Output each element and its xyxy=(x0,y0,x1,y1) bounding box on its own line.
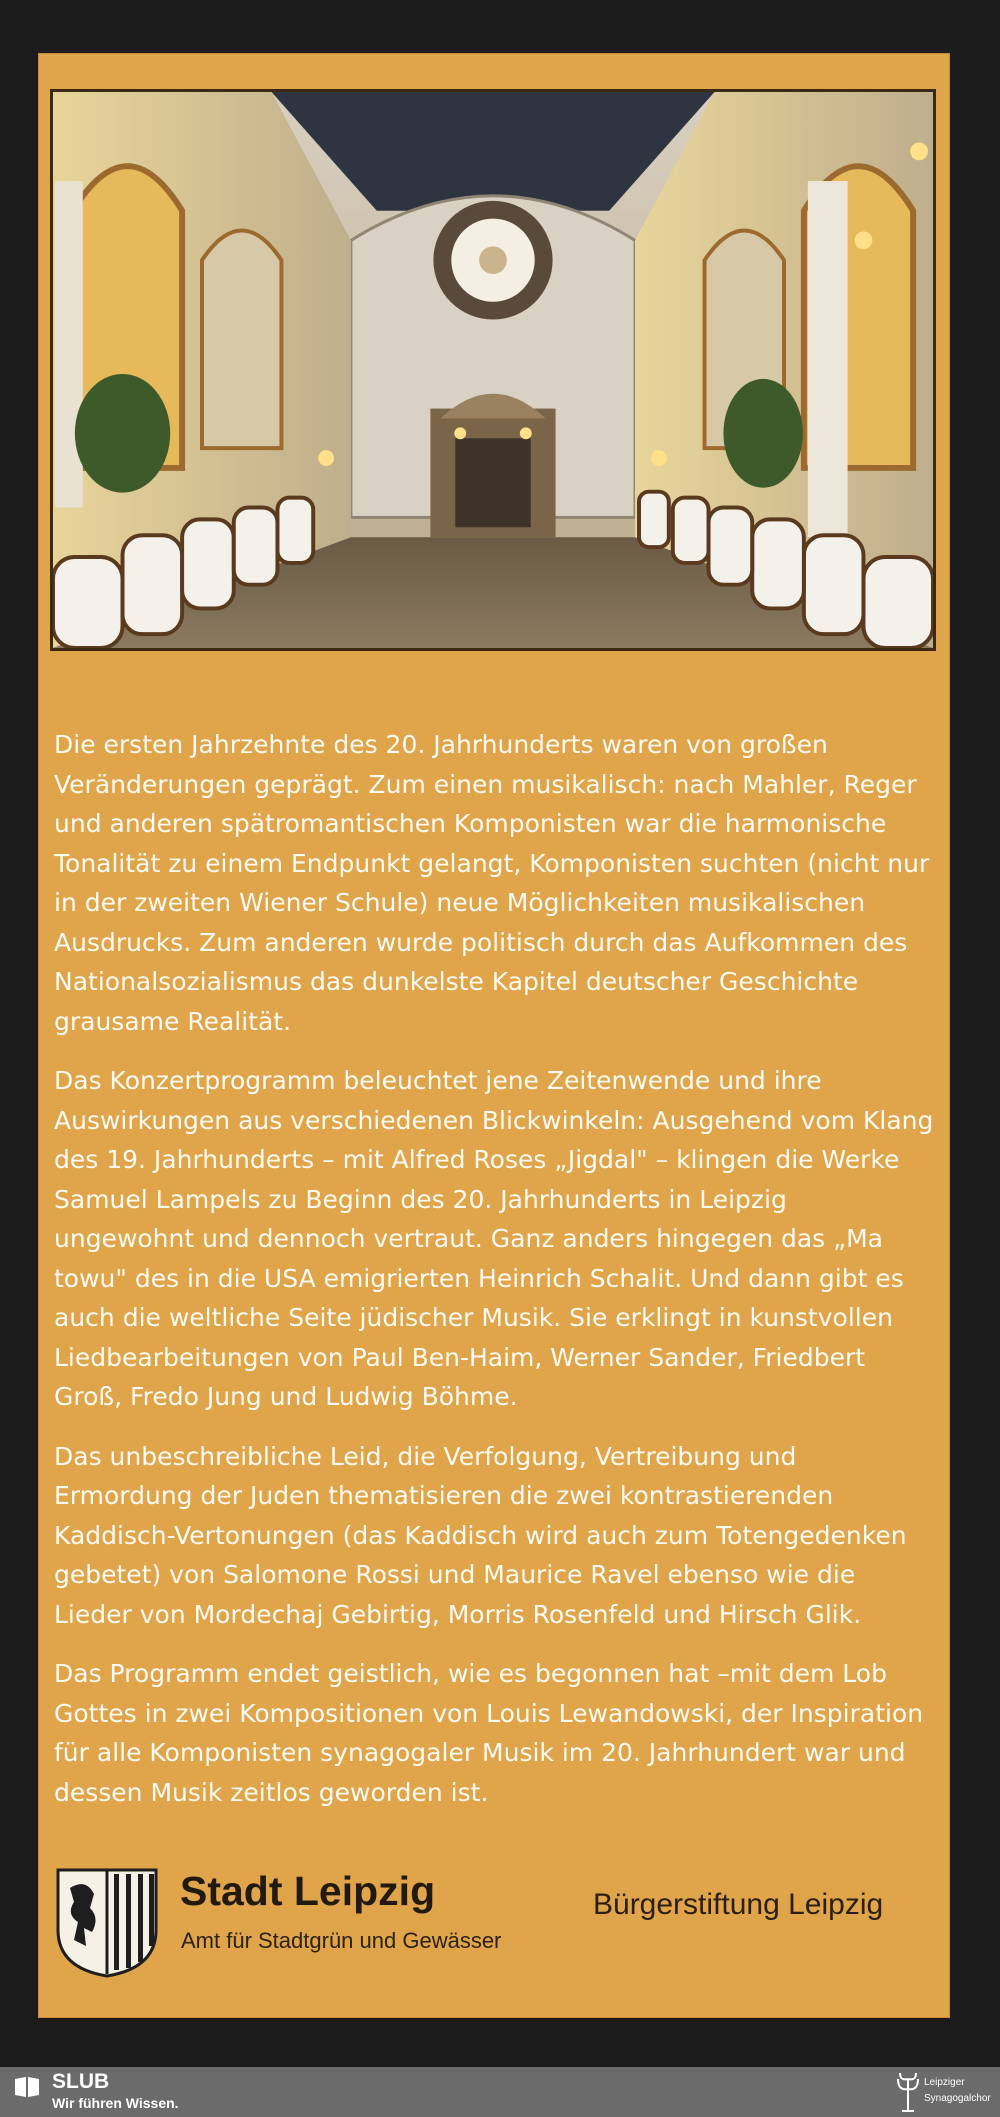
paragraph-intro: Die ersten Jahrzehnte des 20. Jahrhunderts waren von großen Veränderungen geprägt. Zum einen musikalisch: nach Mahler, Reger und anderen spätromantischen Komponisten war die harmonische Tonalität zu einem Endpunkt gelangt, Komponisten suchten (nicht nur in der zweiten Wiener Schule) neue Möglichkeiten musikalischen Ausdrucks. Zum anderen wurde politisch durch das Aufkommen des Nationalsozialismus das dunkelste Kapitel deutscher Geschichte grausame Realität. xyxy=(54,730,930,1036)
slub-name: SLUB xyxy=(52,2070,110,2093)
choir-name-line2: Synagogalchor xyxy=(924,2093,991,2104)
stadt-leipzig-name: Stadt Leipzig xyxy=(180,1868,436,1914)
buergerstiftung-name: Bürgerstiftung Leipzig xyxy=(593,1888,884,1921)
choir-name xyxy=(924,2075,991,2107)
program-description xyxy=(54,725,934,1832)
slub-book-icon xyxy=(14,2076,40,2098)
sponsor-logos xyxy=(56,1868,936,1998)
digitization-footer xyxy=(0,2067,1000,2117)
synagogue-interior-photo-icon xyxy=(53,92,933,648)
synagogue-interior-photo xyxy=(50,89,936,651)
choir-name-line1: Leipziger xyxy=(924,2077,965,2088)
stadt-leipzig-department: Amt für Stadtgrün und Gewässer xyxy=(181,1928,502,1953)
slub-tagline: Wir führen Wissen. xyxy=(52,2095,179,2111)
menorah-icon xyxy=(896,2071,920,2113)
paragraph-program: Das Konzertprogramm beleuchtet jene Zeitenwende und ihre Auswirkungen aus verschiedenen Blickwinkeln: Ausgehend vom Klang des 19. Jahrhunderts – mit Alfred Roses „Jigdal" – klingen die Werke Samuel Lampels zu Beginn des 20. Jahrhunderts in Leipzig ungewohnt und dennoch vertraut. Ganz anders hingegen das „Ma towu" des in die USA emigrierten Heinrich Schalit. Und dann gibt es auch die weltliche Seite jüdischer Musik. Sie erklingt in kunstvollen Liedbearbeitungen von Paul Ben-Haim, Werner Sander, Friedbert Groß, Fredo Jung und Ludwig Böhme. xyxy=(54,1066,934,1411)
flyer-card xyxy=(38,53,950,2018)
paragraph-remembrance: Das unbeschreibliche Leid, die Verfolgung, Vertreibung und Ermordung der Juden thematisieren die zwei kontrastierenden Kaddisch-Vertonungen (das Kaddisch wird auch zum Totengedenken gebetet) von Salomone Rossi und Maurice Ravel ebenso wie die Lieder von Mordechaj Gebirtig, Morris Rosenfeld und Hirsch Glik. xyxy=(54,1441,907,1629)
leipzig-coat-of-arms-icon xyxy=(56,1868,158,1978)
paragraph-closing: Das Programm endet geistlich, wie es begonnen hat –mit dem Lob Gottes in zwei Kompositionen von Louis Lewandowski, der Inspiration für alle Komponisten synagogaler Musik im 20. Jahrhundert war und dessen Musik zeitlos geworden ist. xyxy=(54,1659,924,1807)
